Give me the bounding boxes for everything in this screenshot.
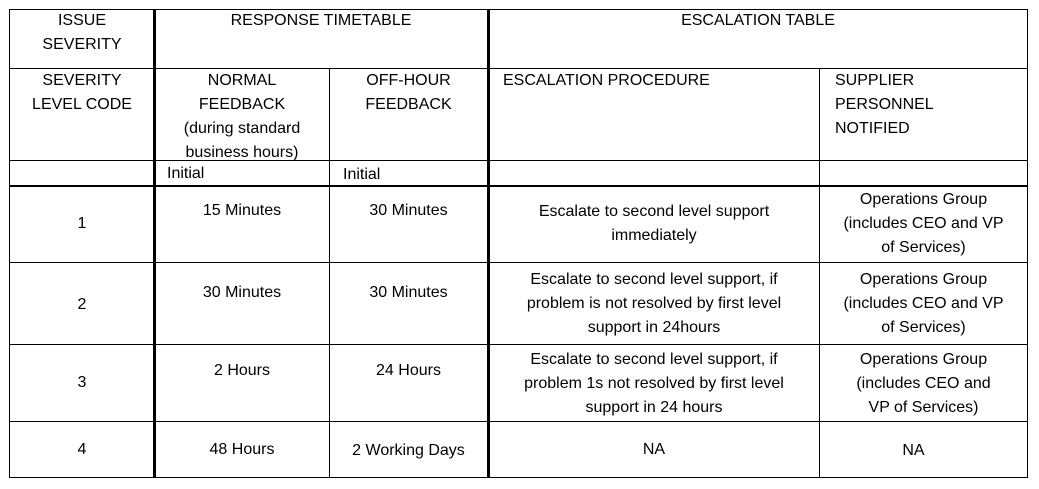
normal-feedback-header <box>156 69 328 165</box>
row-1-level: 1 <box>77 215 87 232</box>
row-3-off-hour: 24 Hours <box>376 362 441 379</box>
escalation-procedure-header: ESCALATION PROCEDURE <box>503 72 710 89</box>
row-3-personnel-line-3: VP of Services) <box>868 399 979 416</box>
normal-feedback-line-2: FEEDBACK <box>198 96 286 113</box>
supplier-personnel-line-3: NOTIFIED <box>835 120 910 137</box>
off-hour-feedback-line-2: FEEDBACK <box>365 96 452 113</box>
row-3-personnel-line-2: (includes CEO and <box>856 375 991 392</box>
issue-severity-header <box>12 9 152 57</box>
row-3-procedure-line-3: support in 24 hours <box>585 399 723 416</box>
row-2-procedure <box>490 268 818 340</box>
row-1-procedure-line-2: immediately <box>611 227 697 244</box>
issue-severity-line-1: ISSUE <box>57 12 106 29</box>
row-3-personnel-line-1: Operations Group <box>859 351 988 368</box>
row-1-normal: 15 Minutes <box>202 202 282 219</box>
row-4-normal: 48 Hours <box>209 441 275 458</box>
row-3-procedure <box>490 348 818 420</box>
row-1-procedure <box>490 200 818 248</box>
row-3-procedure-line-2: problem 1s not resolved by first level <box>524 375 784 392</box>
row-2-personnel <box>821 268 1026 340</box>
row-3-procedure-line-1: Escalate to second level support, if <box>530 351 778 368</box>
row-2-personnel-line-2: (includes CEO and VP <box>843 295 1004 312</box>
row-1-off-hour: 30 Minutes <box>369 202 448 219</box>
normal-feedback-line-1: NORMAL <box>207 72 277 89</box>
off-hour-feedback-header <box>331 69 486 117</box>
normal-feedback-line-3: (during standard <box>183 120 301 137</box>
row-2-off-hour: 30 Minutes <box>369 284 448 301</box>
row-2-personnel-line-1: Operations Group <box>859 271 988 288</box>
row-1-personnel-line-3: of Services) <box>881 239 966 256</box>
row-2-personnel-line-3: of Services) <box>881 319 966 336</box>
off-hour-feedback-line-1: OFF-HOUR <box>366 72 451 89</box>
row-3-normal: 2 Hours <box>213 362 271 379</box>
row-2-procedure-line-1: Escalate to second level support, if <box>530 271 778 288</box>
severity-level-code-line-1: SEVERITY <box>42 72 122 89</box>
supplier-personnel-line-1: SUPPLIER <box>835 72 915 89</box>
row-2-level: 2 <box>77 296 87 313</box>
row-3-level: 3 <box>77 374 87 391</box>
supplier-personnel-header <box>835 69 1025 141</box>
row-4-procedure: NA <box>642 441 666 458</box>
escalation-table-header: ESCALATION TABLE <box>681 12 835 29</box>
row-2-procedure-line-2: problem is not resolved by first level <box>526 295 782 312</box>
severity-level-code-header <box>12 69 152 117</box>
row-4-level: 4 <box>77 441 87 458</box>
initial-normal-label: Initial <box>167 165 205 182</box>
row-1-personnel-line-1: Operations Group <box>859 191 988 208</box>
row-4-personnel: NA <box>902 442 925 459</box>
row-1-personnel-line-2: (includes CEO and VP <box>843 215 1004 232</box>
row-1-personnel <box>821 188 1026 260</box>
row-3-personnel <box>821 348 1026 420</box>
row-4-off-hour: 2 Working Days <box>352 442 465 459</box>
row-2-procedure-line-3: support in 24hours <box>587 319 721 336</box>
row-2-normal: 30 Minutes <box>202 284 282 301</box>
severity-level-code-line-2: LEVEL CODE <box>32 96 132 113</box>
response-timetable-header: RESPONSE TIMETABLE <box>230 12 412 29</box>
normal-feedback-line-4: business hours) <box>185 144 299 161</box>
issue-severity-line-2: SEVERITY <box>42 36 122 53</box>
initial-off-hour-label: Initial <box>343 166 381 183</box>
supplier-personnel-line-2: PERSONNEL <box>835 96 934 113</box>
row-1-procedure-line-1: Escalate to second level support <box>538 203 770 220</box>
